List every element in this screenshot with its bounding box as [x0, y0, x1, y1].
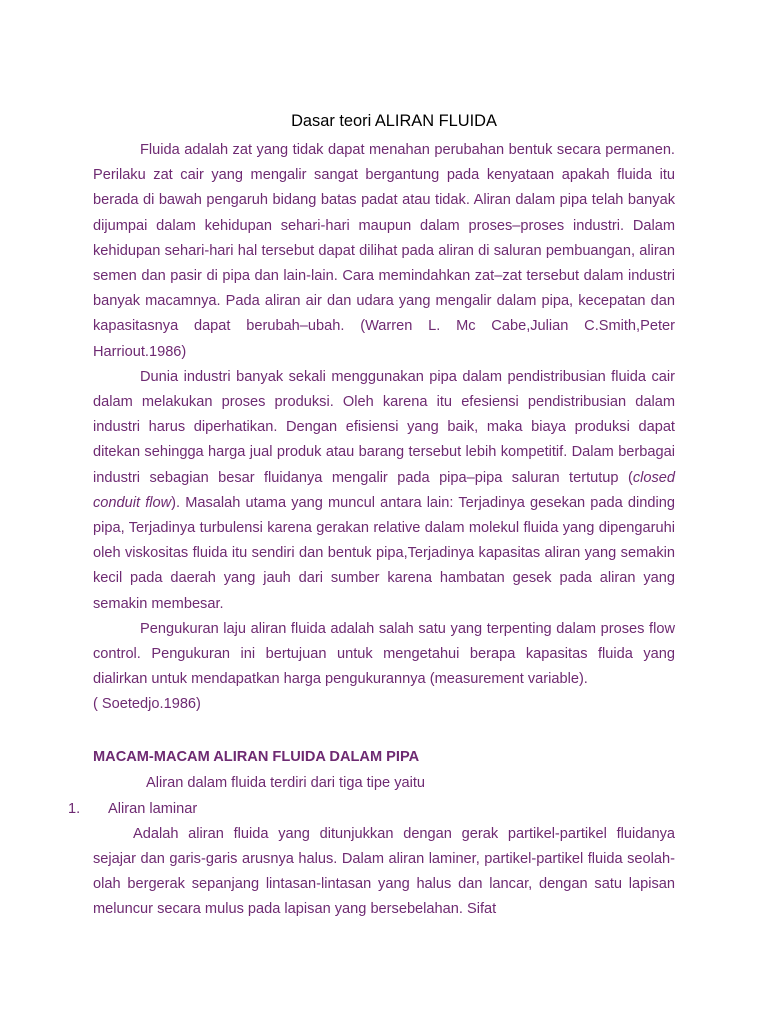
- paragraph-2-part-b: ). Masalah utama yang muncul antara lain: Terjadinya gesekan pada dinding pipa, Terjadinya turbulensi karena gerakan relative dalam molekul fluida yang dipengaruhi oleh viskositas fluida itu sendiri dan bentuk pipa,Terjadinya kapasitas aliran yang semakin kecil pada daerah yang jauh dari sumber karena hambatan gesek pada aliran yang semakin membesar.: [93, 494, 675, 612]
- list-item-label: Aliran laminar: [108, 800, 198, 817]
- document-title: Dasar teori ALIRAN FLUIDA: [291, 112, 497, 130]
- paragraph-3-reference: ( Soetedjo.1986): [93, 696, 201, 713]
- list-item-1-body: Adalah aliran fluida yang ditunjukkan dengan gerak partikel-partikel fluidanya sejajar dan garis-garis arusnya halus. Dalam aliran laminer, partikel-partikel fluida seolah-olah bergerak sepanjang lintasan-lintasan yang halus dan lancar, dengan satu lapisan meluncur secara mulus pada lapisan yang bersebelahan. Sifat: [93, 825, 675, 918]
- paragraph-2-part-a: Dunia industri banyak sekali menggunakan pipa dalam pendistribusian fluida cair dalam melakukan proses produksi. Oleh karena itu efesiensi pendistribusian dalam industri harus diperhatikan. Dengan efisiensi yang baik, maka biaya produksi dapat ditekan sehingga harga jual produk atau barang tersebut lebih kompetitif. Dalam berbagai industri sebagian besar fluidanya mengalir pada pipa–pipa saluran tertutup (: [93, 368, 675, 486]
- paragraph-3: Pengukuran laju aliran fluida adalah salah satu yang terpenting dalam proses flow control. Pengukuran ini bertujuan untuk mengetahui berapa kapasitas fluida yang dialirkan untuk mendapatkan harga pengukurannya (measurement variable).: [93, 620, 675, 688]
- list-item-number: 1.: [68, 800, 81, 817]
- paragraph-2-italic: closed conduit flow: [93, 469, 675, 511]
- section-intro: Aliran dalam fluida terdiri dari tiga tipe yaitu: [146, 774, 426, 791]
- section-heading: MACAM-MACAM ALIRAN FLUIDA DALAM PIPA: [93, 748, 420, 765]
- paragraph-1: Fluida adalah zat yang tidak dapat menahan perubahan bentuk secara permanen. Perilaku zat cair yang mengalir sangat bergantung pada kenyataan apakah fluida itu berada di bawah pengaruh bidang batas padat atau tidak. Aliran dalam pipa telah banyak dijumpai dalam kehidupan sehari-hari maupun dalam proses–proses industri. Dalam kehidupan sehari-hari hal tersebut dapat dilihat pada aliran di saluran pembuangan, aliran semen dan pasir di pipa dan lain-lain. Cara memindahkan zat–zat tersebut dalam industri banyak macamnya. Pada aliran air dan udara yang mengalir dalam pipa, kecepatan dan kapasitasnya dapat berubah–ubah. (Warren L. Mc Cabe,Julian C.Smith,Peter Harriout.1986): [93, 142, 675, 360]
- paragraph-2: [93, 365, 675, 617]
- list-item-1: [68, 796, 675, 822]
